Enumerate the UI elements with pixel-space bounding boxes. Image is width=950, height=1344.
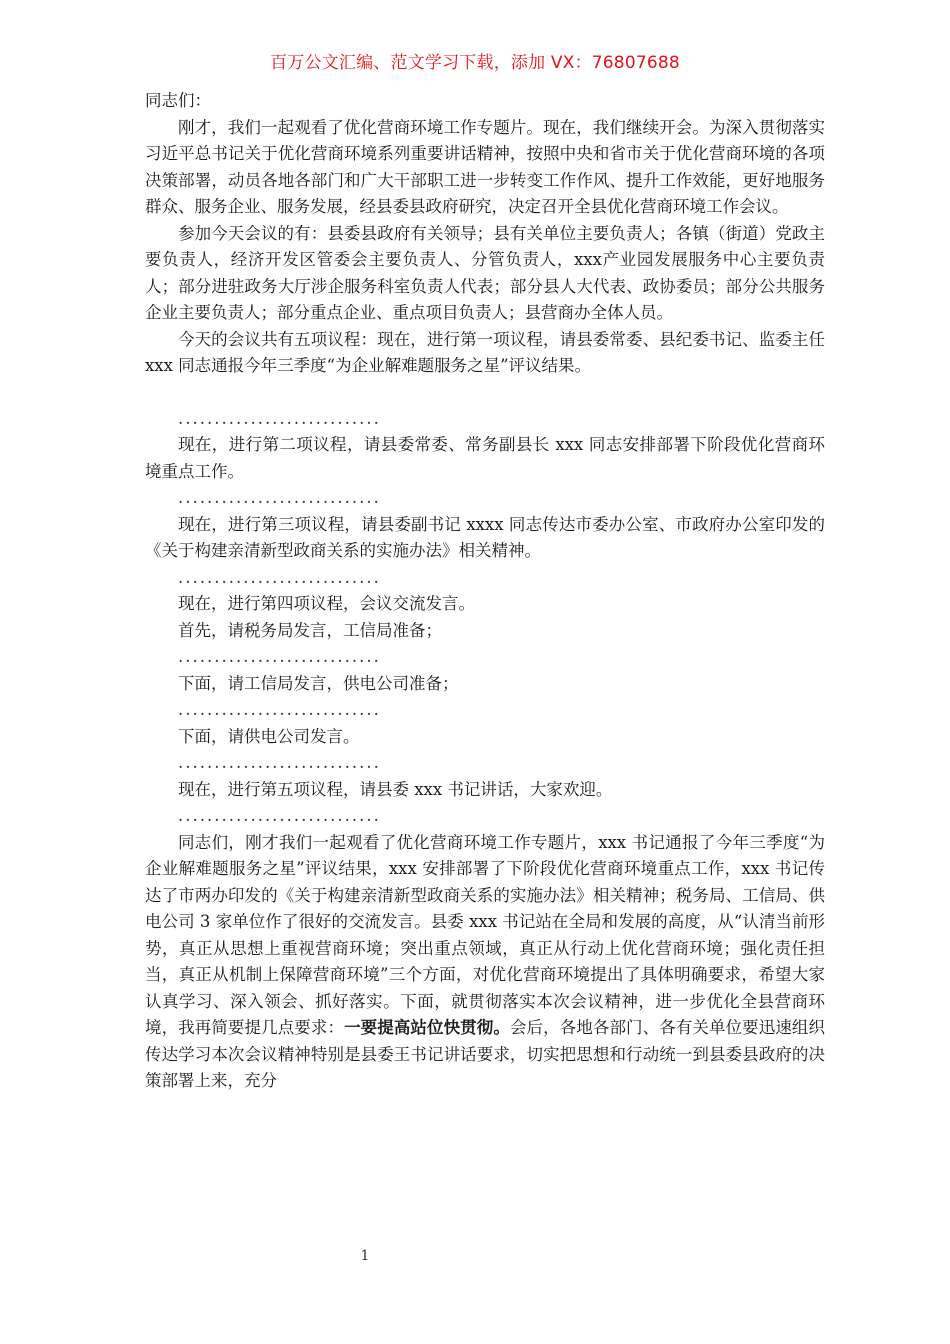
- salutation: 同志们：: [145, 91, 211, 110]
- ellipsis-line: ............................: [178, 806, 381, 825]
- paragraph-agenda-2: 现在，进行第二项议程，请县委常委、常务副县长 xxx 同志安排部署下阶段优化营商环境重点工作。: [145, 435, 825, 481]
- ellipsis-line: ............................: [178, 647, 381, 666]
- ellipsis-line: ............................: [178, 753, 381, 772]
- paragraph-opening: 刚才，我们一起观看了优化营商环境工作专题片。现在，我们继续开会。为深入贯彻落实习近平总书记关于优化营商环境系列重要讲话精神，按照中央和省市关于优化营商环境的各项决策部署，动员各地各部门和广大干部职工进一步转变工作作风、提升工作效能，更好地服务群众、服务企业、服务发展，经县委县政府研究，决定召开全县优化营商环境工作会议。: [145, 117, 825, 216]
- paragraph-agenda-5: 现在，进行第五项议程，请县委 xxx 书记讲话，大家欢迎。: [178, 779, 613, 799]
- paragraph-agenda-1: 今天的会议共有五项议程：现在，进行第一项议程，请县委常委、县纪委书记、监委主任 xxx 同志通报今年三季度“为企业解难题服务之星”评议结果。: [145, 329, 825, 375]
- paragraph-agenda-3: 现在，进行第三项议程，请县委副书记 xxxx 同志传达市委办公室、市政府办公室印发的《关于构建亲清新型政商关系的实施办法》相关精神。: [145, 514, 825, 560]
- page-number: 1: [360, 1248, 370, 1264]
- paragraph-summary: [145, 830, 825, 1095]
- document-body: [145, 88, 825, 1095]
- ellipsis-line: ............................: [178, 567, 381, 587]
- paragraph-speaker-1: 首先，请税务局发言，工信局准备；: [178, 620, 442, 640]
- summary-text: 同志们，刚才我们一起观看了优化营商环境工作专题片，xxx 书记通报了今年三季度“为企业解难题服务之星”评议结果，xxx 安排部署了下阶段优化营商环境重点工作，xxx 书记传达了市两办印发的《关于构建亲清新型政商关系的实施办法》相关精神；税务局、工信局、供电公司 3 家单位作了很好的交流发言。县委 xxx 书记站在全局和发展的高度，从“认清当前形势，真正从思想上重视营商环境；突出重点领域，真正从行动上优化营商环境；强化责任担当，真正从机制上保障营商环境”三个方面，对优化营商环境提出了具体明确要求，希望大家认真学习、深入领会、抓好落实。下面，就贯彻落实本次会议精神，进一步优化全县营商环境，我再简要提几点要求：: [145, 832, 825, 1037]
- ellipsis-line: ............................: [178, 700, 381, 719]
- ellipsis-line: ............................: [178, 408, 381, 428]
- watermark-header: 百万公文汇编、范文学习下载，添加 VX：76807688: [270, 53, 680, 73]
- spacer: [145, 380, 825, 406]
- paragraph-speaker-2: 下面，请工信局发言，供电公司准备；: [178, 673, 459, 693]
- summary-bold-point: 一要提高站位快贯彻。: [344, 1018, 510, 1037]
- summary-tail: 会后，各地各部门、各有关单位要迅速组织传达学习本次会议精神特别是县委王书记讲话要求，切实把思想和行动统一到县委县政府的决策部署上来，充分: [145, 1018, 826, 1090]
- paragraph-attendees: 参加今天会议的有：县委县政府有关领导；县有关单位主要负责人；各镇（街道）党政主要负责人，经济开发区管委会主要负责人、分管负责人，xxx产业园发展服务中心主要负责人；部分进驻政务大厅涉企服务科室负责人代表；部分县人大代表、政协委员；部分公共服务企业主要负责人；部分重点企业、重点项目负责人；县营商办全体人员。: [145, 223, 825, 322]
- ellipsis-line: ............................: [178, 488, 381, 507]
- paragraph-speaker-3: 下面，请供电公司发言。: [178, 726, 360, 746]
- paragraph-agenda-4: 现在，进行第四项议程，会议交流发言。: [178, 594, 475, 613]
